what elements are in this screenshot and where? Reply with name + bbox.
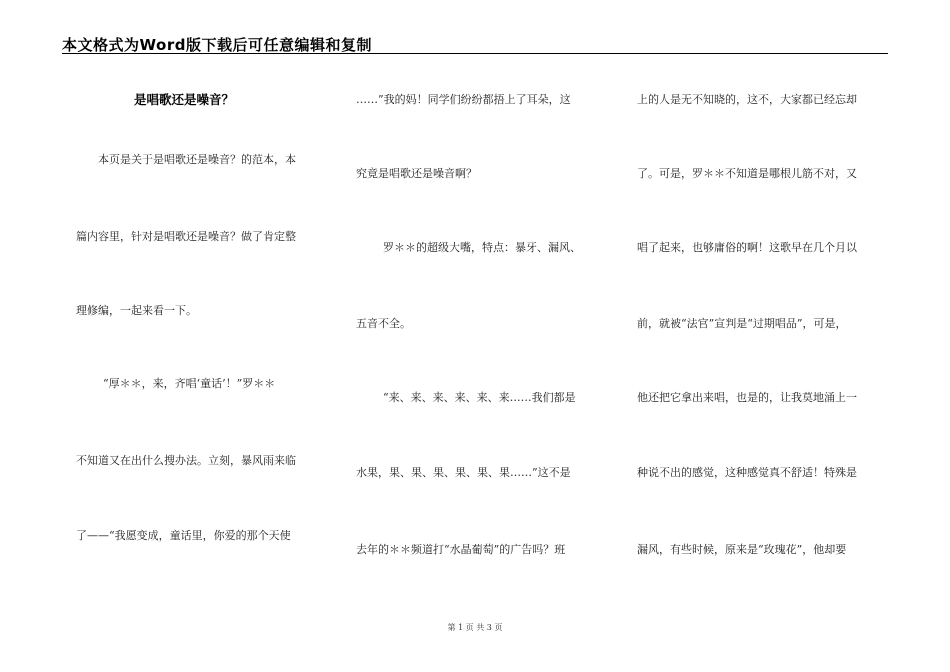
paragraph-line: ……”我的妈！同学们纷纷都捂上了耳朵，这 <box>356 93 571 106</box>
paragraph-line: 本页是关于是唱歌还是噪音？的范本，本 <box>98 153 296 166</box>
paragraph-line: 究竟是唱歌还是噪音啊？ <box>356 167 477 180</box>
paragraph-line: 他还把它拿出来唱，也是的，让我莫地涌上一 <box>637 391 857 404</box>
page-number: 第 1 页 共 3 页 <box>447 623 503 632</box>
paragraph-line: 上的人是无不知晓的，这不，大家都已经忘却 <box>637 93 857 106</box>
paragraph-line: 漏风，有些时候，原来是“玫瑰花”，他却要 <box>637 543 847 556</box>
document-header-title: 本文格式为Word版下载后可任意编辑和复制 <box>62 36 372 54</box>
paragraph-line: 唱了起来，也够庸俗的啊！这歌早在几个月以 <box>637 241 857 254</box>
paragraph-line: 去年的＊＊频道打“水晶葡萄”的广告吗？班 <box>356 543 566 556</box>
paragraph-line: 不知道又在出什么搜办法。立刻，暴风雨来临 <box>76 454 296 467</box>
paragraph-line: 了。可是，罗＊＊不知道是哪根儿筋不对，又 <box>637 167 857 180</box>
paragraph-line: 了——“我愿变成，童话里，你爱的那个天使 <box>76 529 291 542</box>
paragraph-line: “来、来、来、来、来、来……我们都是 <box>383 391 576 404</box>
paragraph-line: “厚＊＊，来，齐唱‘童话’！”罗＊＊ <box>103 377 276 390</box>
paragraph-line: 理修编，一起来看一下。 <box>76 304 197 317</box>
text-column-1 <box>76 80 320 590</box>
article-title: 是唱歌还是噪音？ <box>134 92 235 107</box>
paragraph-line: 水果，果、果、果、果、果、果……”这不是 <box>356 466 571 479</box>
paragraph-line: 罗＊＊的超级大嘴，特点：暴牙、漏风、 <box>383 241 581 254</box>
paragraph-line: 篇内容里，针对是唱歌还是噪音？做了肯定整 <box>76 230 296 243</box>
text-column-2 <box>356 80 600 590</box>
header-divider <box>62 53 888 54</box>
paragraph-line: 种说不出的感觉，这种感觉真不舒适！特殊是 <box>637 466 857 479</box>
text-column-3 <box>637 80 887 590</box>
paragraph-line: 前，就被“法官”宣判是“过期唱品”，可是， <box>637 317 847 330</box>
paragraph-line: 五音不全。 <box>356 317 411 330</box>
